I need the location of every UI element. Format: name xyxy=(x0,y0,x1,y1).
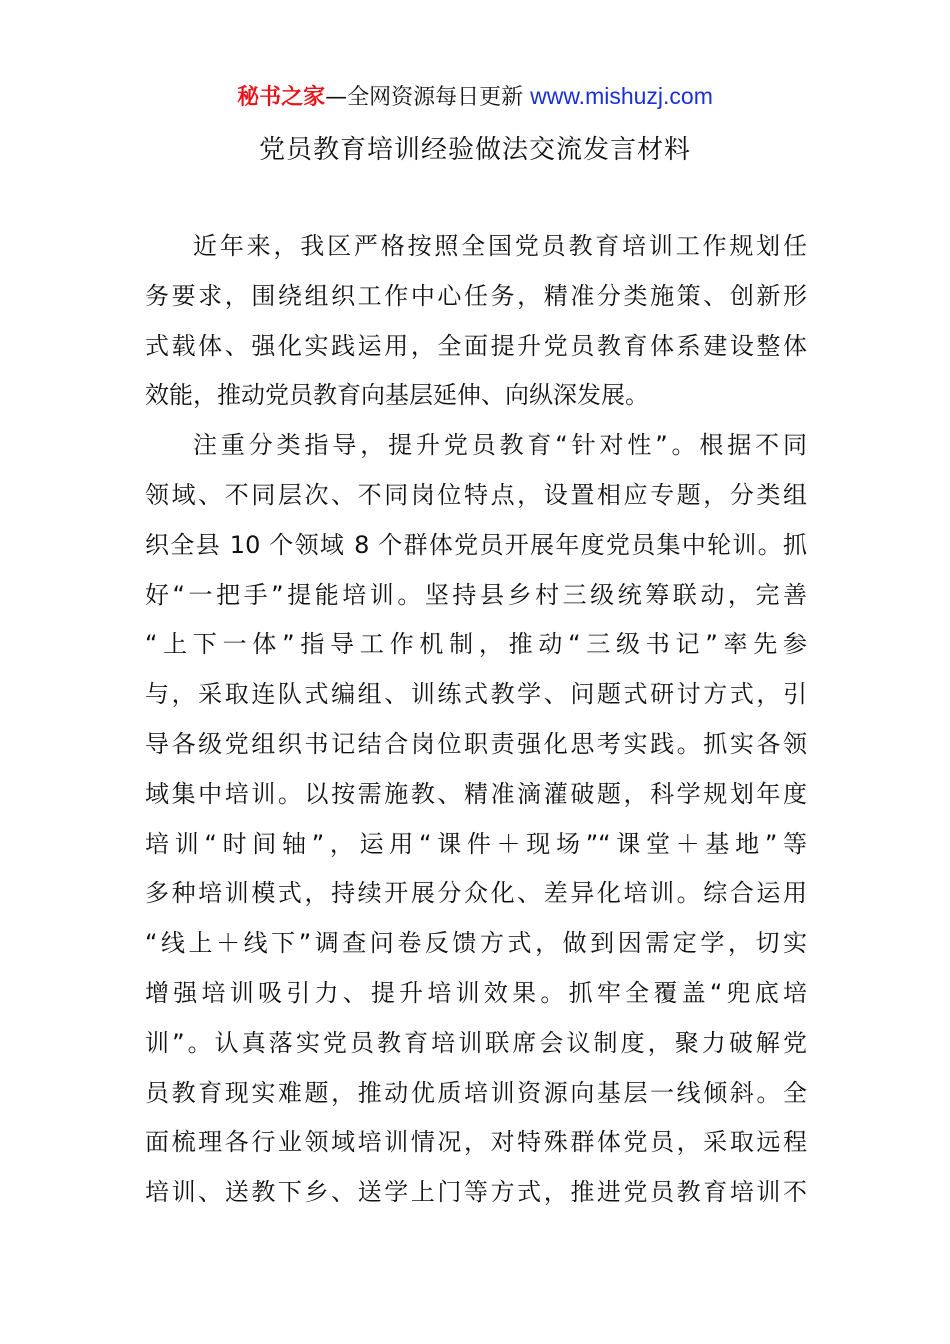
paragraph-line: 增强培训吸引力、提升培训效果。抓牢全覆盖“兜底培 xyxy=(145,978,807,1007)
paragraph-classified-guidance xyxy=(145,421,807,1218)
paragraph-line: 好“一把手”提能培训。坚持县乡村三级统筹联动，完善 xyxy=(145,580,807,609)
paragraph-line: 注重分类指导，提升党员教育“针对性”。根据不同 xyxy=(193,431,807,460)
paragraph-line: 培训“时间轴”，运用“课件＋现场”“课堂＋基地”等 xyxy=(145,829,807,858)
paragraph-line: 织全县 10 个领域 8 个群体党员开展年度党员集中轮训。抓 xyxy=(145,530,807,559)
paragraph-line: 与，采取连队式编组、训练式教学、问题式研讨方式，引 xyxy=(145,680,807,709)
site-tagline: —全网资源每日更新 xyxy=(325,85,531,110)
paragraph-line: 近年来，我区严格按照全国党员教育培训工作规划任 xyxy=(193,232,807,260)
paragraph-line: 员教育现实难题，推动优质培训资源向基层一线倾斜。全 xyxy=(145,1078,807,1107)
paragraph-line: 域集中培训。以按需施教、精准滴灌破题，科学规划年度 xyxy=(145,779,807,808)
paragraph-line: 培训、送教下乡、送学上门等方式，推进党员教育培训不 xyxy=(145,1178,807,1207)
paragraph-line: 导各级党组织书记结合岗位职责强化思考实践。抓实各领 xyxy=(145,729,807,758)
paragraph-line: 式载体、强化实践运用，全面提升党员教育体系建设整体 xyxy=(145,331,807,360)
site-url-link[interactable]: www.mishuzj.com xyxy=(530,83,713,109)
brand-name: 秘书之家 xyxy=(237,85,326,110)
paragraph-line: 务要求，围绕组织工作中心任务，精准分类施策、创新形 xyxy=(145,281,807,310)
paragraph-line: “上下一体”指导工作机制，推动“三级书记”率先参 xyxy=(145,630,807,659)
paragraph-line: “线上＋线下”调查问卷反馈方式，做到因需定学，切实 xyxy=(145,929,807,958)
paragraph-line: 训”。认真落实党员教育培训联席会议制度，聚力破解党 xyxy=(145,1028,807,1057)
paragraph-line: 效能，推动党员教育向基层延伸、向纵深发展。 xyxy=(145,381,649,410)
paragraph-line: 面梳理各行业领域培训情况，对特殊群体党员，采取远程 xyxy=(145,1128,807,1157)
paragraph-intro xyxy=(145,222,807,421)
paragraph-line: 领域、不同层次、不同岗位特点，设置相应专题，分类组 xyxy=(145,480,807,509)
paragraph-line: 多种培训模式，持续开展分众化、差异化培训。综合运用 xyxy=(145,879,807,908)
document-body xyxy=(145,222,807,1218)
document-title: 党员教育培训经验做法交流发言材料 xyxy=(258,135,691,165)
site-header xyxy=(0,80,950,114)
